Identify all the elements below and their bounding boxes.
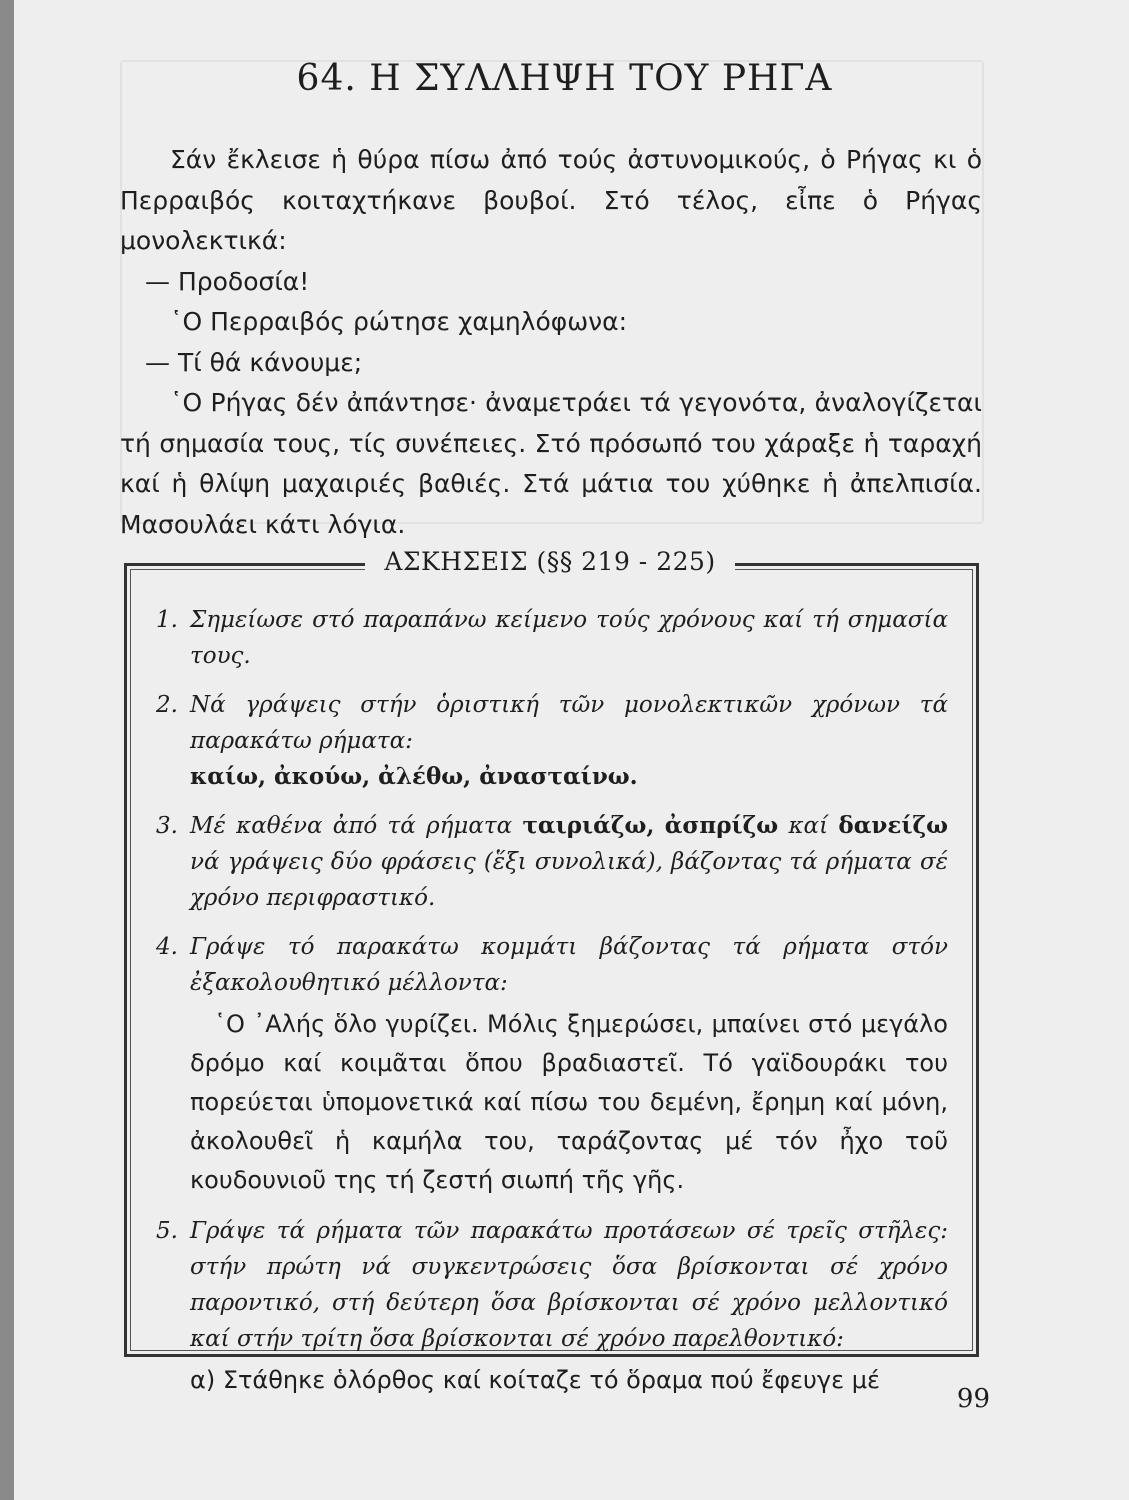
exercise-number: 3. [156, 813, 178, 839]
chapter-title: 64. Η ΣΥΛΛΗΨΗ ΤΟΥ ΡΗΓΑ [296, 58, 833, 99]
exercise-verb: ἀσπρίζω [664, 812, 779, 839]
exercise-text: Σημείωσε στό παραπάνω κείμενο τούς χρόνους καί τή σημασία τους. [190, 607, 948, 669]
story-text [120, 140, 982, 545]
page-binding-edge [0, 0, 14, 1500]
exercise-text-part: καί [788, 813, 829, 839]
exercise-item [148, 1213, 948, 1400]
exercise-sub-item: α) Στάθηκε ὁλόρθος καί κοίταζε τό ὅραμα πού ἔφευγε μέ [190, 1366, 880, 1394]
exercise-text: Γράψε τό παρακάτω κομμάτι βάζοντας τά ρήματα στόν ἐξακολουθητικό μέλλοντα: [190, 934, 948, 996]
exercise-number: 5. [156, 1218, 178, 1244]
story-dialog-2: — Τί θά κάνουμε; [145, 347, 363, 377]
exercise-text: Γράψε τά ρήματα τῶν παρακάτω προτάσεων σέ τρεῖς στῆλες: στήν πρώτη νά συγκεντρώσεις ὅσα βρίσκονται σέ χρόνο παροντικό, στή δεύτερη ὅσα βρίσκονται σέ χρόνο μελλοντικό καί στήν τρίτη ὅσα βρίσκονται σέ χρόνο παρελθοντικό: [190, 1218, 948, 1352]
exercise-item [148, 929, 948, 1200]
exercise-number: 2. [156, 692, 178, 718]
exercise-text: Νά γράψεις στήν ὁριστική τῶν μονολεκτικῶν χρόνων τά παρακάτω ρήματα: [190, 692, 948, 754]
exercise-verb: δανείζω [838, 812, 949, 839]
page-number: 99 [956, 1384, 990, 1414]
exercise-passage: ῾Ο ᾿Αλής ὅλο γυρίζει. Μόλις ξημερώσει, μπαίνει στό μεγάλο δρόμο καί κοιμᾶται ὅπου βραδιαστεῖ. Τό γαϊδουράκι του πορεύεται ὑπομονετικά καί πίσω του δεμένη, ἔρημη καί μόνη, ἀκολουθεῖ ἡ καμήλα του, ταράζοντας μέ τόν ἦχο τοῦ κουδουνιοῦ της τή ζεστή σιωπή τῆς γῆς. [190, 1010, 948, 1194]
exercise-item [148, 687, 948, 795]
story-paragraph-3: ῾Ο Ρήγας δέν ἀπάντησε· ἀναμετράει τά γεγονότα, ἀναλογίζεται τή σημασία τους, τίς συνέπειες. Στό πρόσωπό του χάραξε ἡ ταραχή καί ἡ θλίψη μαχαιριές βαθιές. Στά μάτια του χύθηκε ἡ ἀπελπισία. Μασουλάει κάτι λόγια. [120, 388, 982, 539]
exercise-number: 1. [156, 607, 178, 633]
exercise-verb: ταιριάζω, [522, 812, 655, 839]
story-paragraph-1: Σάν ἔκλεισε ἡ θύρα πίσω ἀπό τούς ἀστυνομικούς, ὁ Ρήγας κι ὁ Περραιβός κοιταχτήκανε βουβοί. Στό τέλος, εἶπε ὁ Ρήγας μονολεκτικά: [120, 145, 982, 255]
exercise-verbs: καίω, ἀκούω, ἀλέθω, ἀνασταίνω. [190, 763, 638, 790]
exercise-list [148, 602, 948, 1413]
exercise-item [148, 808, 948, 916]
exercise-item [148, 602, 948, 674]
exercise-text [190, 808, 948, 916]
story-paragraph-2: ῾Ο Περραιβός ρώτησε χαμηλόφωνα: [170, 307, 628, 336]
exercises-title: ΑΣΚΗΣΕΙΣ (§§ 219 - 225) [365, 542, 735, 582]
exercise-number: 4. [156, 934, 178, 960]
story-dialog-1: — Προδοσία! [145, 266, 310, 296]
exercise-text-part: νά γράψεις δύο φράσεις (ἕξι συνολικά), βάζοντας τά ρήματα σέ χρόνο περιφραστικό. [190, 849, 948, 911]
exercise-text-part: Μέ καθένα ἀπό τά ρήματα [190, 813, 513, 839]
